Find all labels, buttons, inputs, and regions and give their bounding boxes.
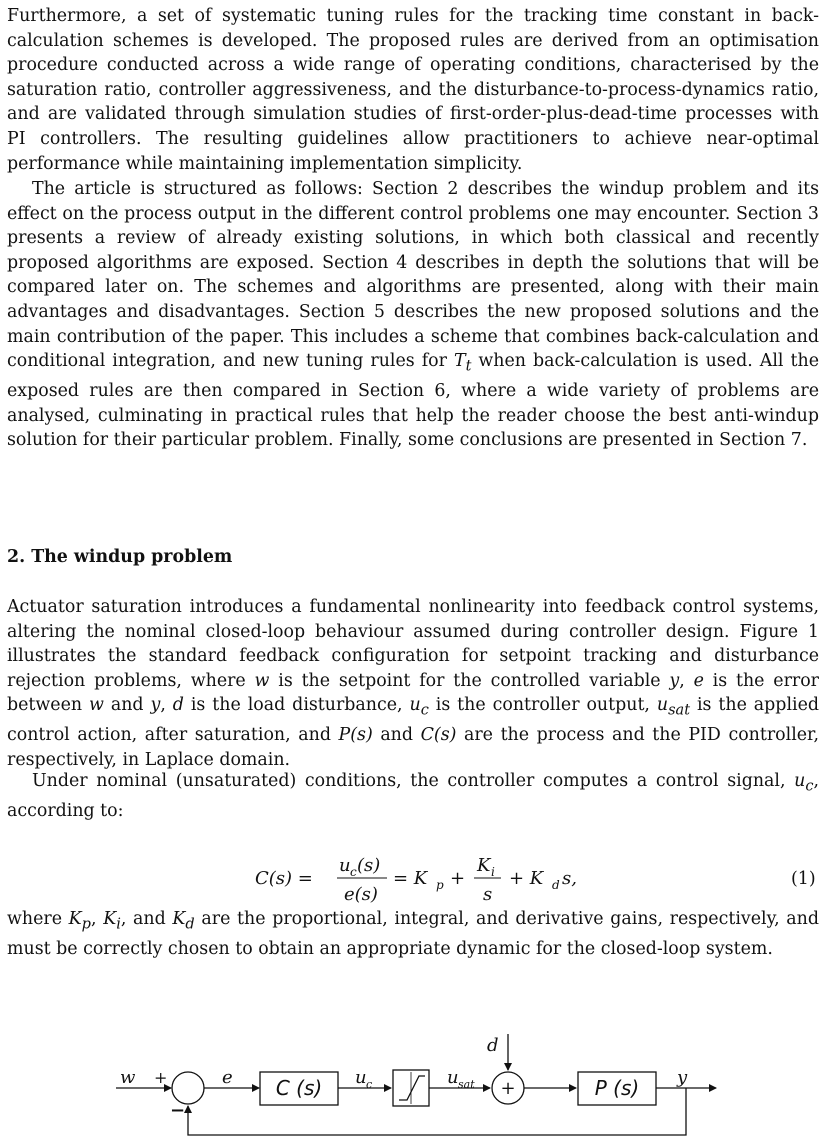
math-u: u — [794, 771, 806, 791]
paragraph-gains — [7, 907, 819, 962]
text: , — [160, 695, 173, 716]
label-usat-sub: sat — [458, 1078, 475, 1091]
saturation-curve — [399, 1076, 425, 1100]
section-heading: 2. The windup problem — [7, 547, 233, 567]
math-K: K — [103, 909, 117, 929]
text: is the applied control action, after saturation, and — [7, 695, 819, 746]
eq-kd: + K — [509, 868, 544, 889]
eq-numerator-arg: (s) — [357, 855, 381, 876]
label-w: w — [120, 1067, 136, 1088]
eq-kd-tail: s, — [562, 868, 577, 889]
math-u: u — [409, 695, 421, 716]
eq-kp-sub: p — [436, 878, 444, 892]
text: Furthermore, a set of systematic tuning rules for the tracking time constant in back-calculation schemes is developed. The proposed rules are derived from an optimisation procedure conducted across a wide range of operating conditions, characterised by the saturation ratio, controller aggressiveness, and the disturbance-to-process-dynamics ratio, and are validated through simulation studies of first-order-plus-dead-time processes with PI controllers. The resulting guidelines allow practitioners to achieve near-optimal performance while maintaining implementation simplicity. — [7, 6, 819, 174]
math-w: w — [89, 695, 104, 716]
math-sub-c: c — [805, 778, 814, 795]
math-sub-d: d — [185, 916, 195, 933]
text: is the controller output, — [428, 695, 657, 716]
equation-number: (1) — [791, 869, 816, 889]
text: when back-calculation is used. All the exposed rules are then compared in Section 6, where a wide variety of problems are analysed, culminating in practical rules that help the reader choose the best anti-windup solution for their particular problem. Finally, some conclusions are presented in Section 7. — [7, 351, 819, 451]
eq-plus: + — [450, 868, 466, 889]
text: The article is structured as follows: Section 2 describes the windup problem and its effect on the process output in the different control problems one may encounter. Section 3 presents a review of already existing solutions, in which both classical and recently proposed algorithms are exposed. Section 4 describes in depth the solutions that will be compared later on. The schemes and algorithms are presented, along with their main advantages and disadvantages. Section 5 describes the new proposed solutions and the main contribution of the paper. This includes a scheme that combines back-calculation and conditional integration, and new tuning rules for — [7, 179, 819, 372]
math-u: u — [656, 695, 669, 716]
text: is the load disturbance, — [183, 695, 410, 716]
math-w: w — [254, 670, 270, 691]
math-d: d — [172, 695, 184, 716]
process-label: P (s) — [594, 1076, 640, 1100]
eq-lhs: C(s) = — [255, 868, 313, 889]
math-e: e — [693, 670, 704, 691]
text: , according to: — [7, 771, 819, 822]
label-usat: u — [447, 1067, 459, 1088]
eq-ki: K — [477, 855, 491, 876]
math-P-s: P(s) — [338, 725, 373, 746]
math-sub-sat: sat — [668, 702, 691, 719]
math-T: T — [453, 351, 466, 372]
text: Actuator saturation introduces a fundamental nonlinearity into feedback control systems, altering the nominal closed-loop behaviour assumed during controller design. Figure 1 illustrates the standard feedback configuration for setpoint tracking and disturbance rejection problems, where — [7, 597, 819, 691]
eq-kd-sub: d — [552, 878, 560, 892]
label-y: y — [677, 1067, 688, 1088]
text: and — [103, 695, 151, 716]
eq-ki-den: s — [483, 884, 493, 905]
math-K: K — [172, 909, 186, 929]
eq-numerator-sub: c — [350, 865, 357, 879]
label-uc: u — [355, 1067, 367, 1088]
eq-kp: = K — [393, 868, 428, 889]
math-sub-p: p — [81, 916, 91, 933]
equation-1 — [7, 838, 819, 910]
text: are the proportional, integral, and derivative gains, respectively, and must be correctly chosen to obtain an appropriate dynamic for the closed-loop system. — [7, 909, 819, 960]
feedback-block-diagram — [0, 1030, 826, 1142]
eq-numerator: u — [339, 855, 351, 876]
math-y: y — [150, 695, 161, 716]
controller-label: C (s) — [275, 1076, 323, 1100]
text: , — [90, 909, 104, 929]
math-sub-t: t — [465, 358, 472, 375]
eq-denominator: e(s) — [344, 884, 378, 905]
label-uc-sub: c — [366, 1078, 373, 1091]
label-e: e — [222, 1067, 233, 1088]
text: is the setpoint for the controlled variable — [269, 670, 670, 691]
text: and — [372, 725, 421, 746]
math-sub-i: i — [116, 916, 121, 933]
math-y: y — [669, 670, 680, 691]
text: , — [679, 670, 694, 691]
eq-ki-sub: i — [491, 865, 495, 879]
label-plus-top: + — [154, 1068, 168, 1087]
math-C-s: C(s) — [420, 725, 457, 746]
text: where — [7, 909, 69, 929]
text: are the process and the PID controller, respectively, in Laplace domain. — [7, 725, 819, 771]
label-minus: − — [170, 1100, 186, 1121]
math-K: K — [68, 909, 82, 929]
text: Under nominal (unsaturated) conditions, the controller computes a control signal, — [32, 771, 795, 791]
paragraph-nominal-conditions — [7, 769, 819, 824]
paragraph-windup-intro — [7, 595, 819, 773]
text: , and — [120, 909, 173, 929]
text: is the error between — [7, 670, 819, 716]
paragraph-article-structure — [7, 177, 819, 453]
sum-plus: + — [500, 1078, 516, 1099]
paragraph-tuning-rules — [7, 4, 819, 176]
label-d: d — [487, 1035, 499, 1056]
math-sub-c: c — [420, 702, 429, 719]
